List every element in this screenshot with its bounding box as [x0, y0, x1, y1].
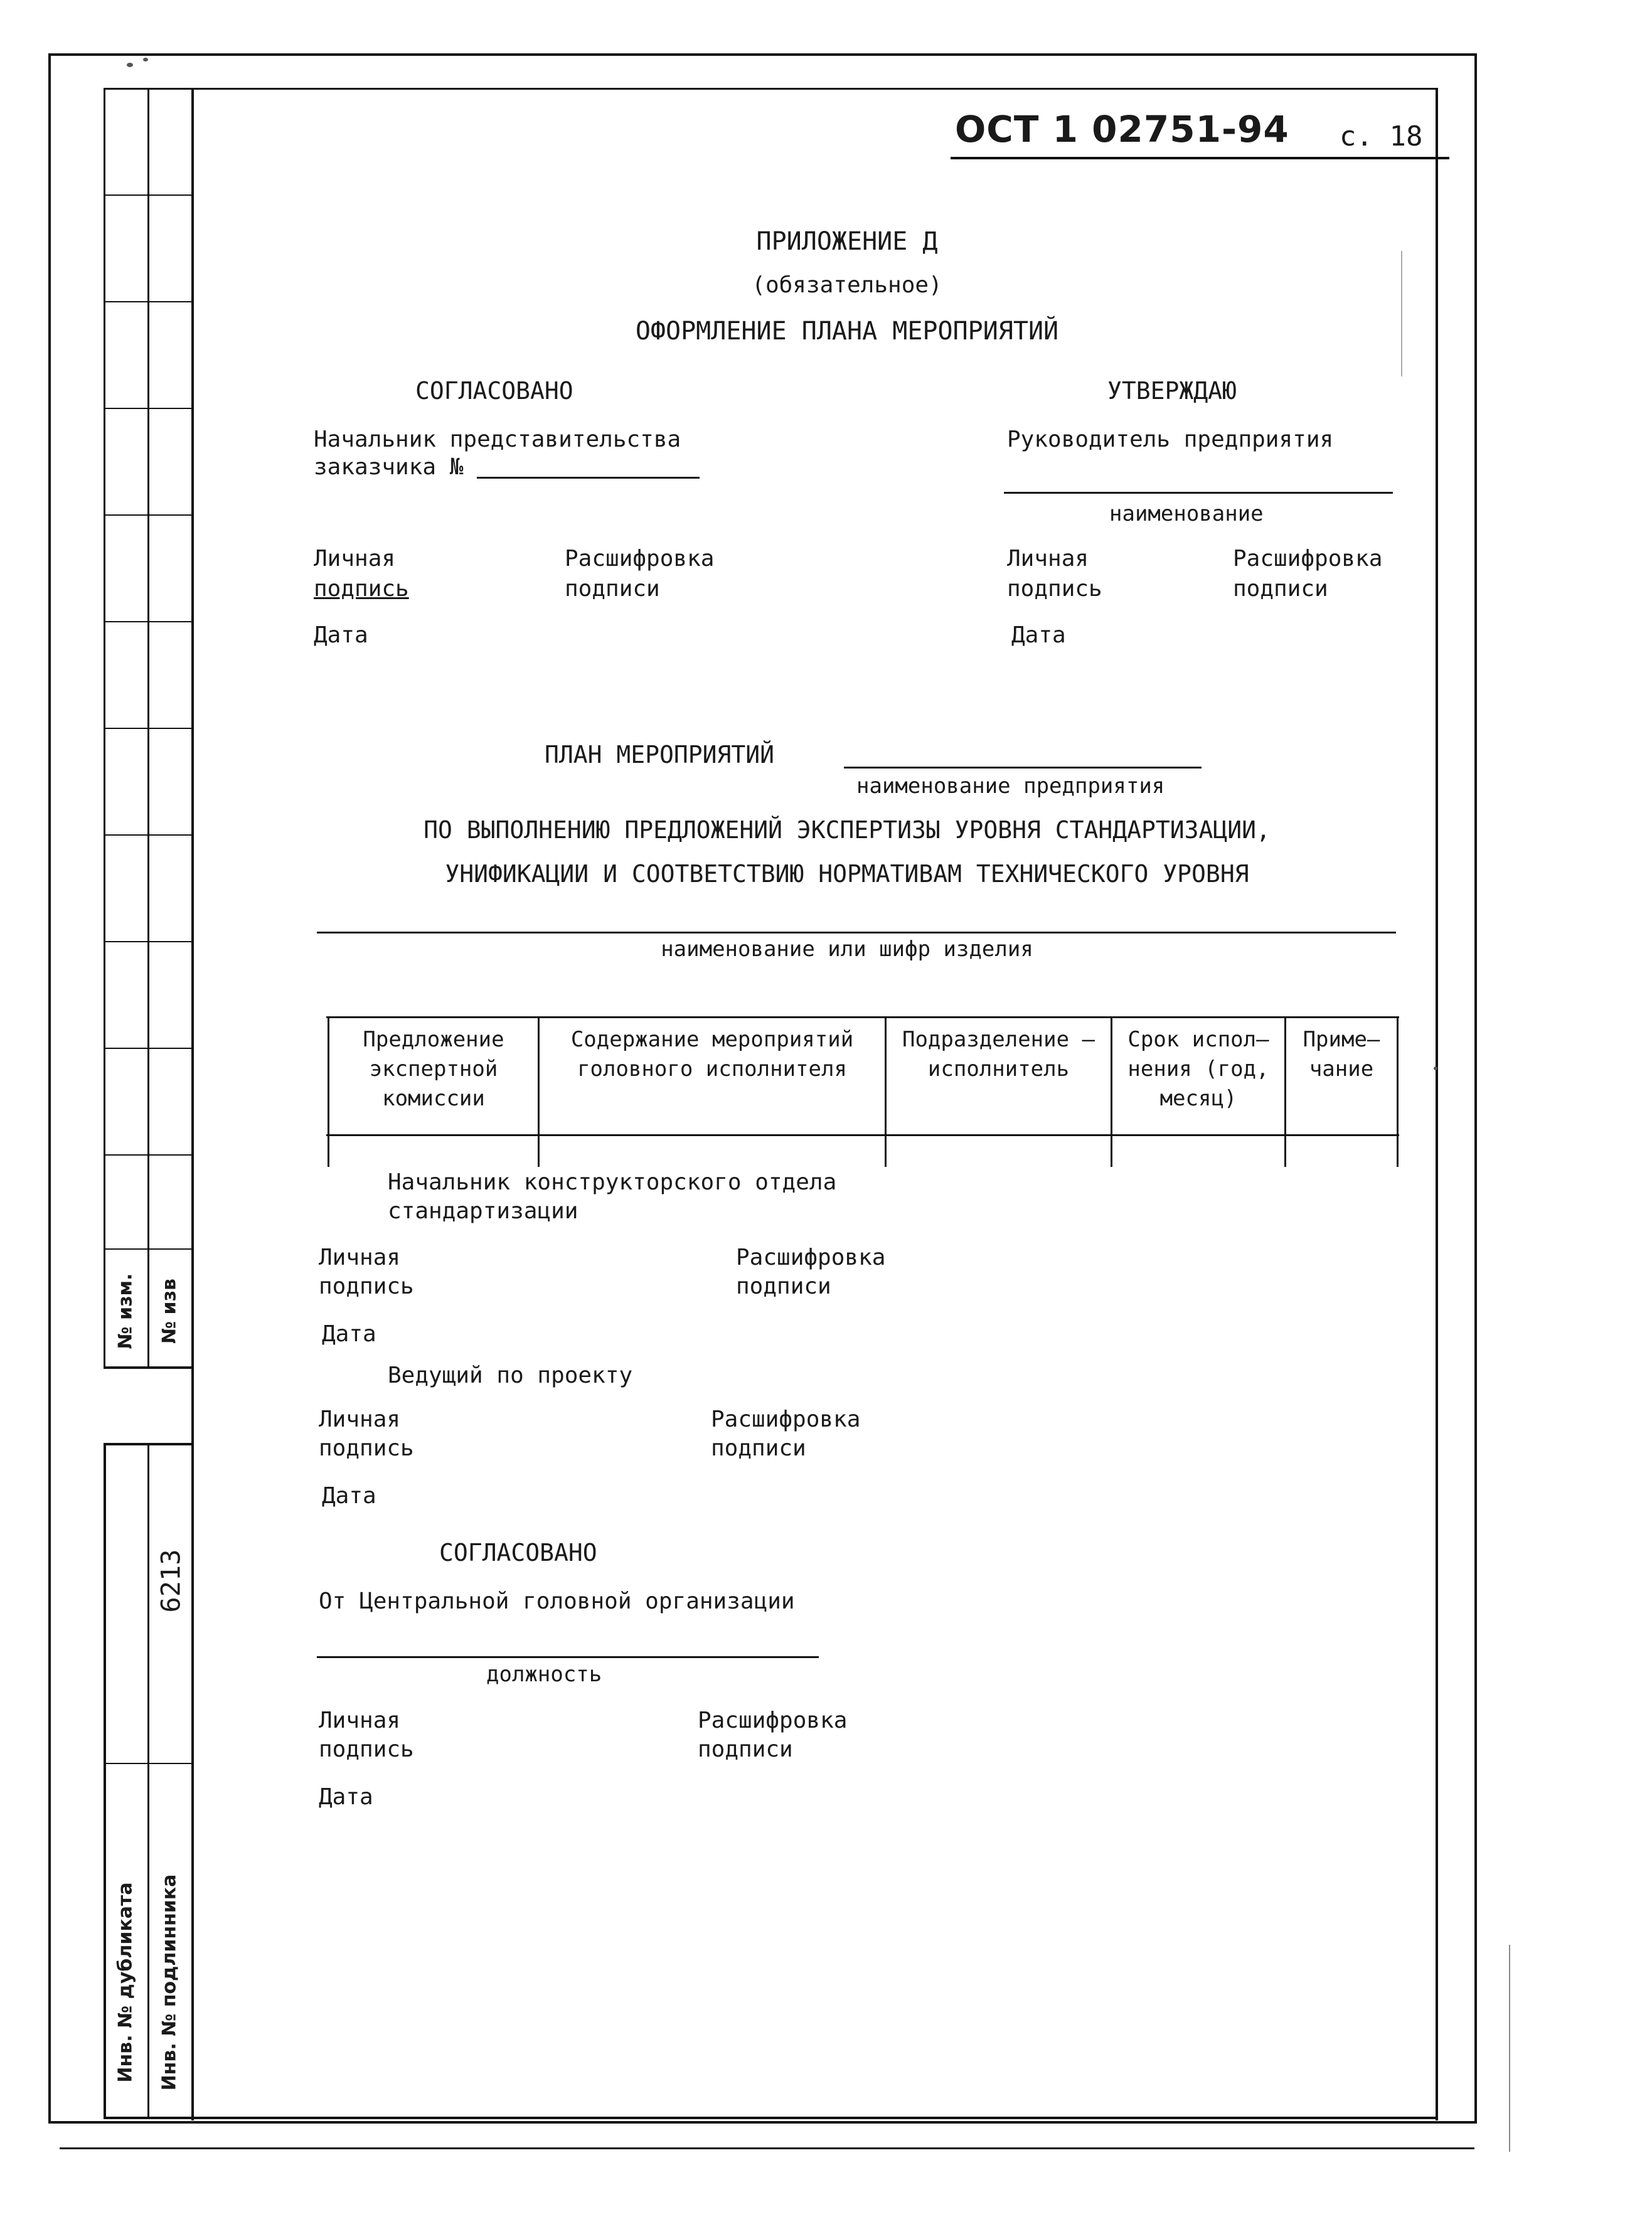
- sidebar-rule: [104, 834, 191, 836]
- sidebar-rule: [104, 728, 191, 729]
- table-header-cell: [1286, 1025, 1397, 1084]
- agreed-under-line: должность: [486, 1662, 602, 1687]
- sidebar-block2-top: [104, 1443, 191, 1445]
- table-col-border: [1397, 1016, 1399, 1167]
- chief-sig-label-1: Личная: [319, 1245, 401, 1270]
- right-decode-label-1: Расшифровка: [1233, 546, 1383, 572]
- table-header-line: Срок испол–: [1127, 1027, 1269, 1052]
- lead-date: Дата: [322, 1483, 376, 1509]
- left-heading: СОГЛАСОВАНО: [415, 377, 573, 405]
- sidebar-rule: [104, 194, 191, 196]
- table-header-cell: [540, 1025, 885, 1084]
- sidebar-rule: [104, 301, 191, 302]
- lead-sig-label-2: подпись: [319, 1435, 414, 1461]
- sidebar-strip-line-3: [104, 1443, 106, 2119]
- left-sig-label-2: подпись: [314, 576, 409, 602]
- agreed-position-line: [317, 1656, 819, 1658]
- left-decode-label-2: подписи: [565, 576, 660, 602]
- right-sig-label-1: Личная: [1007, 546, 1089, 572]
- scan-speck: [1434, 1066, 1437, 1070]
- left-line1: Начальник представительства: [314, 427, 681, 452]
- agreed-date: Дата: [319, 1784, 373, 1810]
- table-header-cell: [887, 1025, 1111, 1084]
- appendix-status: (обязательное): [752, 272, 942, 298]
- table-header-line: экспертной: [369, 1056, 498, 1082]
- table-header-bottom: [326, 1134, 1399, 1136]
- lead-decode-label-1: Расшифровка: [711, 1407, 861, 1432]
- sidebar-rule: [104, 1154, 191, 1156]
- lead-title: Ведущий по проекту: [388, 1363, 633, 1388]
- table-header-line: Предложение: [363, 1027, 504, 1052]
- header-underline: [951, 157, 1449, 159]
- table-header-cell: [1112, 1025, 1284, 1114]
- table-header-line: комиссии: [382, 1085, 485, 1111]
- page-bottom-rule: [60, 2147, 1474, 2149]
- right-heading: УТВЕРЖДАЮ: [1107, 377, 1237, 405]
- table-header-line: Приме–: [1303, 1027, 1380, 1052]
- chief-sig-label-2: подпись: [319, 1274, 414, 1299]
- scan-edge-mark: [1509, 1945, 1510, 2152]
- sidebar-rule: [104, 1048, 191, 1049]
- sidebar-orig-inv: Инв. № подлинника: [158, 1874, 181, 2091]
- sidebar-block-bottom: [104, 1366, 191, 1369]
- content-border-bottom: [104, 2117, 1438, 2119]
- left-line2: заказчика №: [314, 454, 464, 480]
- scan-edge-mark: [1401, 251, 1402, 376]
- right-line1: Руководитель предприятия: [1007, 427, 1334, 452]
- table-header-line: исполнитель: [927, 1056, 1070, 1082]
- plan-title: ПЛАН МЕРОПРИЯТИЙ: [545, 741, 775, 768]
- scan-speck: [127, 63, 133, 67]
- sidebar-rule: [104, 1248, 191, 1250]
- plan-under-line: наименование или шифр изделия: [661, 937, 1033, 962]
- table-header-line: чание: [1309, 1056, 1374, 1082]
- chief-line2: стандартизации: [388, 1198, 578, 1224]
- content-border-right: [1436, 88, 1438, 2120]
- appendix-subject: ОФОРМЛЕНИЕ ПЛАНА МЕРОПРИЯТИЙ: [635, 317, 1059, 346]
- chief-decode-label-1: Расшифровка: [736, 1245, 886, 1270]
- plan-product-line: [317, 932, 1396, 933]
- page-number: с. 18: [1340, 120, 1423, 152]
- sidebar-notice-no: № изв: [158, 1279, 181, 1344]
- doc-code: ОСТ 1 02751-94: [955, 108, 1289, 151]
- right-decode-label-2: подписи: [1233, 576, 1328, 602]
- right-sig-label-2: подпись: [1007, 576, 1102, 602]
- appendix-title: ПРИЛОЖЕНИЕ Д: [756, 227, 938, 256]
- left-date: Дата: [314, 622, 368, 648]
- right-under-line: наименование: [1109, 501, 1264, 526]
- right-date: Дата: [1011, 622, 1066, 648]
- agreed-line1: От Центральной головной организации: [319, 1588, 795, 1614]
- right-name-line: [1004, 492, 1393, 494]
- sidebar-rule: [104, 514, 191, 516]
- agreed-decode-label-1: Расшифровка: [698, 1708, 848, 1733]
- sidebar-dup-inv: Инв. № дубликата: [114, 1882, 137, 2083]
- content-border-top: [191, 88, 1437, 90]
- scan-speck: [143, 58, 148, 61]
- sidebar-top-rule: [104, 88, 191, 90]
- plan-line1: ПО ВЫПОЛНЕНИЮ ПРЕДЛОЖЕНИЙ ЭКСПЕРТИЗЫ УРОВНЯ СТАНДАРТИЗАЦИИ,: [424, 816, 1271, 844]
- lead-sig-label-1: Личная: [319, 1407, 401, 1432]
- table-header-line: Содержание мероприятий: [570, 1027, 854, 1052]
- sidebar-rule: [104, 1763, 191, 1764]
- sidebar-rule: [104, 621, 191, 622]
- sidebar-change-no: № изм.: [114, 1273, 137, 1349]
- lead-decode-label-2: подписи: [711, 1435, 806, 1461]
- agreed-decode-label-2: подписи: [698, 1736, 793, 1762]
- content-border-left: [191, 88, 194, 2120]
- plan-title-line: [844, 767, 1202, 768]
- table-top-border: [326, 1016, 1399, 1018]
- left-decode-label-1: Расшифровка: [565, 546, 715, 572]
- agreed-heading: СОГЛАСОВАНО: [439, 1539, 597, 1566]
- table-header-line: Подразделение –: [902, 1027, 1095, 1052]
- plan-under-title: наименование предприятия: [856, 774, 1165, 799]
- chief-date: Дата: [322, 1321, 376, 1347]
- table-header-line: месяц): [1159, 1085, 1237, 1111]
- sidebar-rule: [104, 408, 191, 409]
- agreed-sig-label-1: Личная: [319, 1708, 401, 1733]
- table-header-line: нения (год,: [1127, 1056, 1269, 1082]
- chief-line1: Начальник конструкторского отдела: [388, 1169, 837, 1195]
- table-header-line: головного исполнителя: [577, 1056, 847, 1082]
- agreed-sig-label-2: подпись: [319, 1736, 414, 1762]
- sidebar-inv-number: 6213: [155, 1549, 186, 1613]
- sidebar-strip-line-4: [147, 1443, 149, 2119]
- plan-line2: УНИФИКАЦИИ И СООТВЕТСТВИЮ НОРМАТИВАМ ТЕХНИЧЕСКОГО УРОВНЯ: [445, 860, 1249, 888]
- table-header-cell: [329, 1025, 538, 1114]
- left-customer-no-line: [477, 477, 700, 479]
- sidebar-rule: [104, 941, 191, 942]
- chief-decode-label-2: подписи: [736, 1274, 831, 1299]
- left-sig-label-1: Личная: [314, 546, 396, 572]
